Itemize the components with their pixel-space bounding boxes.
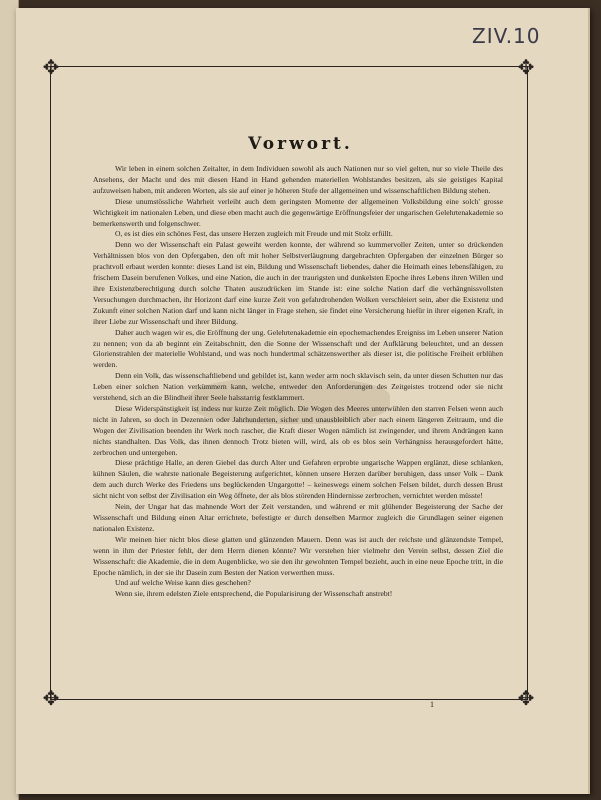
- paragraph: Diese prächtige Halle, an deren Giebel das durch Alter und Gefahren erprobte ungarische Wappen erglänzt, diese schlanken, kühnen Säulen, die wahrste nationale Begeisterung aufgerichtet, können unsere Herzen darüber beruhigen, dass unser Volk – Dank dem auch durch Werke des Friedens uns beglückenden Ungargotte! – keineswegs einem solchen Felsen bildet, durch dessen Brust sicht nicht von selbst der Zivilisation ein Weg öffnete, der als blos störenden Hindernisse zerbrochen, vernichtet werden müsste!: [93, 458, 503, 501]
- corner-ornament-icon: ✥: [42, 55, 60, 79]
- paragraph: Diese unumstössliche Wahrheit verleiht auch dem geringsten Momente der allgemeinen Volksbildung eine solch' grosse Wichtigkeit im nationalen Leben, und diese eben macht auch die gegenwärtige Eröffnungsfeier der ungarischen Gelehrtenakademie so bemerkenswerth und folgenschwer.: [93, 196, 503, 228]
- corner-ornament-icon: ✥: [517, 686, 535, 710]
- page-title: Vorwort.: [248, 134, 353, 154]
- paragraph: Daher auch wagen wir es, die Eröffnung der ung. Gelehrtenakademie ein epochemachendes Ereigniss im Leben unserer Nation zu nennen; von da ab beginnt ein Zeitabschnitt, den die Sonne der Wissenschaft und der Aufklärung beleuchtet, und an dessen Glorienstrahlen der materielle Wohlstand, und was noch hundertmal schätzenswerther als dieser ist, die politische Freiheit erblühen werden.: [93, 327, 503, 370]
- paragraph: Nein, der Ungar hat das mahnende Wort der Zeit verstanden, und während er mit glühender Begeisterung der Sache der Wissenschaft und Bildung einen Altar errichtete, befestigte er durch denselben Marmor zugleich die Grundlagen seiner eigenen nationalen Existenz.: [93, 502, 503, 533]
- paragraph: Und auf welche Weise kann dies geschehen?: [115, 578, 251, 588]
- paragraph: O, es ist dies ein schönes Fest, das unsere Herzen zugleich mit Freude und mit Stolz erfüllt.: [115, 229, 393, 239]
- paragraph: Diese Widerspänstigkeit ist indess nur kurze Zeit möglich. Die Wogen des Meeres unterwühlen den starren Felsen wenn auch nicht in Jahren, so doch in Dezennien oder Jahrhunderten, sicher und unausbleiblich aber nach einem längeren Zeitraum, und die Wogen der Zivilisation beenden ihr Werk noch rascher, die Kraft dieser Wogen nämlich ist zwingender, und ihrem Andrängen kann nichts standhalten. Das Volk, das ihnen dennoch Trotz bieten will, wird, als ob es blos sein Verhängniss herausgefordert hätte, zerbrochen und untergehen.: [93, 403, 503, 457]
- body-text: [93, 164, 503, 600]
- page-number: 1: [430, 700, 434, 709]
- paragraph: Wenn sie, ihrem edelsten Ziele entsprechend, die Popularisirung der Wissenschaft anstrebt!: [115, 589, 393, 599]
- corner-ornament-icon: ✥: [42, 686, 60, 710]
- paragraph: Wir meinen hier nicht blos diese glatten und glänzenden Mauern. Denn was ist auch der reichste und glänzendste Tempel, wenn in ihm der Priester fehlt, der dem Herrn dienen könnte? Wir verstehen hier vielmehr den Verein selbst, dessen Ziel die Wissenschaft: die Akademie, die in dem Augenblicke, wo sie den ihr gewohnten Tempel bezieht, auch in eine neue Epoche tritt, in die Epoche nämlich, in der sie ihr Dasein zum Besten der Nation verwerthen muss.: [93, 534, 503, 577]
- handwritten-shelfmark: ZIV.10: [472, 24, 541, 48]
- paragraph: Wir leben in einem solchen Zeitalter, in dem Individuen sowohl als auch Nationen nur so viel gelten, nur so viele Theile des Ansehens, der Macht und des mit diesen Hand in Hand gehenden materiellen Wohlstandes besitzen, als sie geistiges Kapital aufzuweisen haben, mit anderen Worten, als sie auf einer je höheren Stufe der allgemeinen und wissenschaftlichen Bildung stehen.: [93, 164, 503, 195]
- paragraph: Denn ein Volk, das wissenschaftliebend und gebildet ist, kann weder arm noch sklavisch sein, da unter diesen Schutten nur das Leben einer solchen Nation verkümmern kann, welche, entweder den Anforderungen des Zeitgeistes trotzend oder sie nicht verstehend, sich an die Blindheit ihrer Seele halsstarrig festklammert.: [93, 371, 503, 403]
- paragraph: Denn wo der Wissenschaft ein Palast geweiht werden konnte, der während so kummervoller Zeiten, unter so drückenden Verhältnissen blos von den Opfergaben, den oft mit hoher Selbstverläugnung dargebrachten Opfergaben der einzelnen Bürger so prachtvoll erbaut werden konnte: dieses Land ist ein, Bildung und Wissenschaft liebendes, daher die Heimath eines lebensfähigen, zu frischem Dasein berufenen Volkes, und eine Nation, die auch in der traurigsten und dunkelsten Epoche ihres Lebens ihren Willen und ihre Existenzberechtigung durch solche Thaten auszudrücken im Stande ist: eine solche Nation darf die verhängnissvollsten Versuchungen durchmachen, ihr Horizont darf eine kurze Zeit von gefahrdrohenden Wolken verschleiert sein, aber die Existenz und Zukunft einer solchen Nation darf und kann nicht länger in Frage stehen, sie findet eine Versicherung hiefür in ihrer eigenen Kraft, in ihrer Liebe zur Wissenschaft und ihrer Bildung.: [93, 240, 503, 326]
- corner-ornament-icon: ✥: [517, 55, 535, 79]
